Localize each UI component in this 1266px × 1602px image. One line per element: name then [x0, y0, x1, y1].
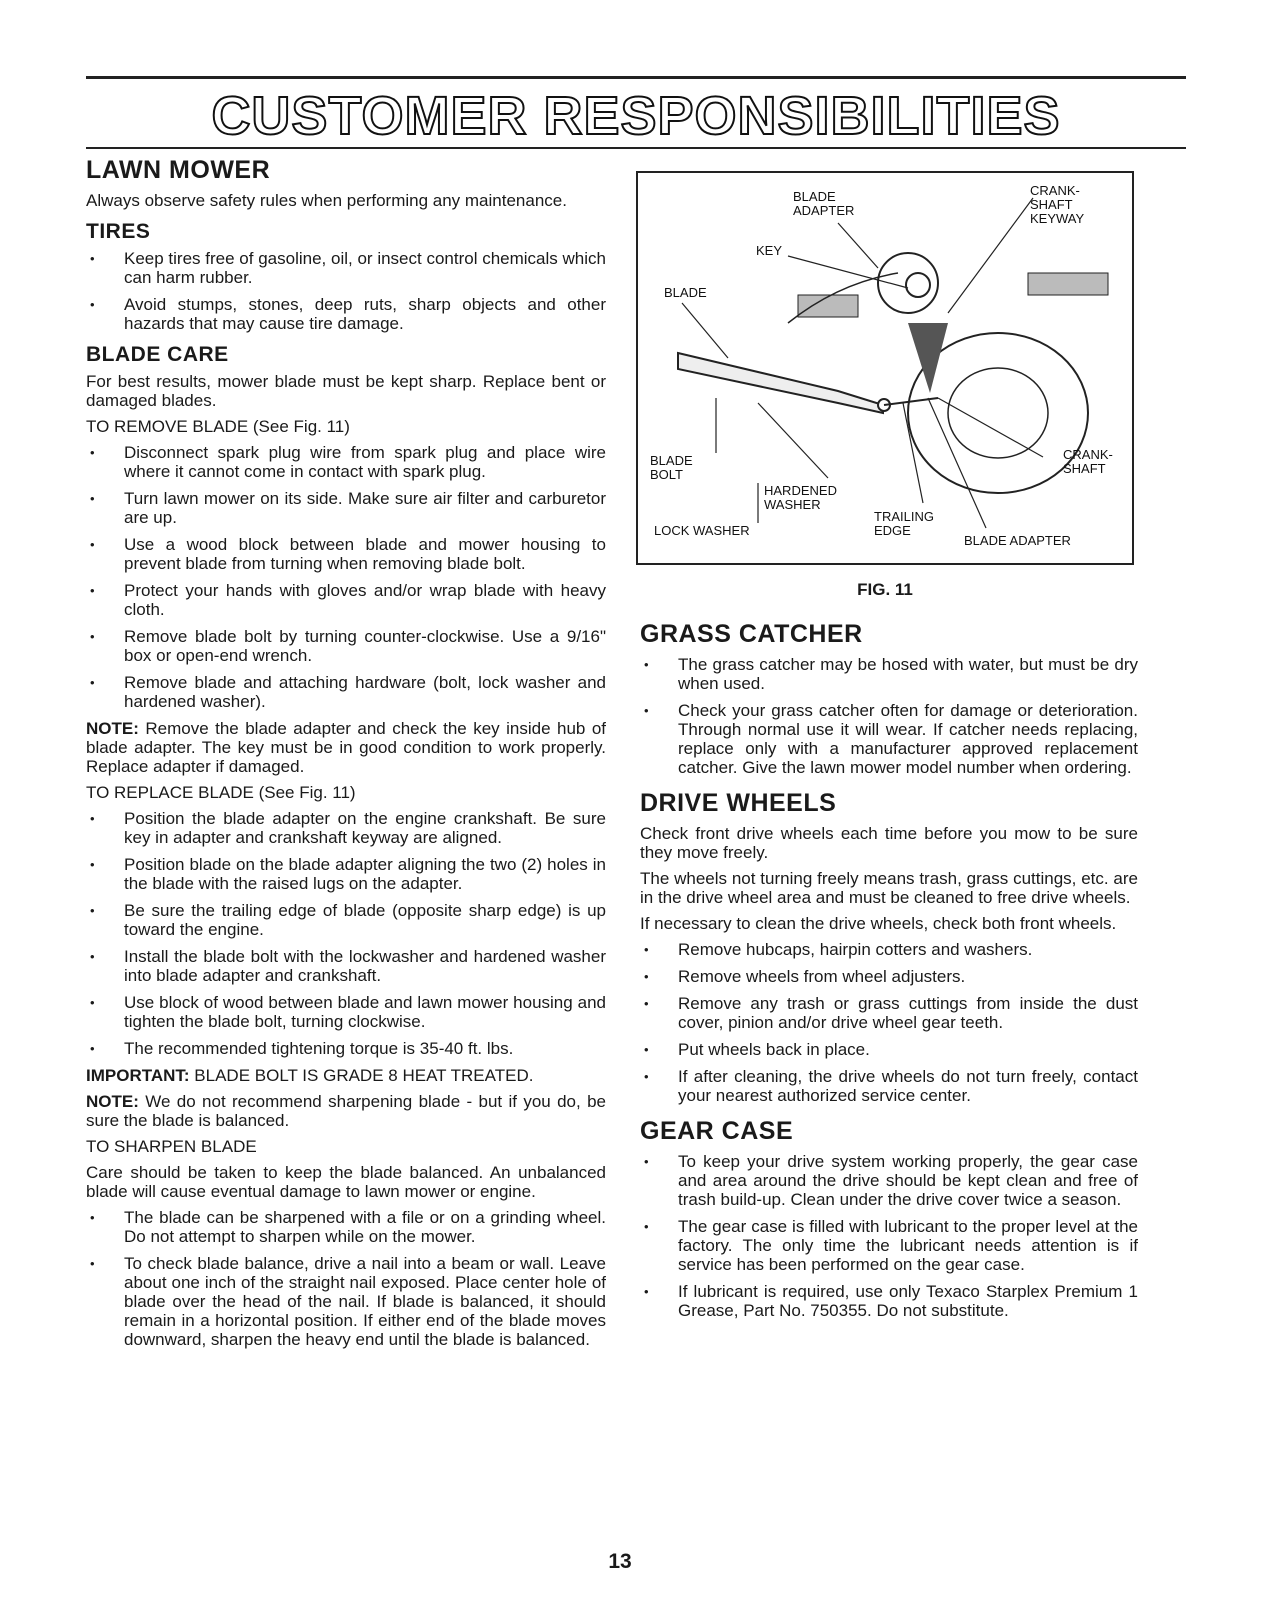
label-trailing-edge: EDGE — [874, 523, 911, 538]
crankshaft-shape — [906, 273, 930, 297]
blade-assembly-diagram — [638, 173, 1132, 563]
replace-blade-heading: TO REPLACE BLADE (See Fig. 11) — [86, 783, 356, 802]
label-crankshaft-keyway: KEYWAY — [1030, 211, 1085, 226]
list-item: • Position the blade adapter on the engine crankshaft. Be sure key in adapter and crankshaft keyway are aligned. — [86, 809, 606, 847]
housing-rim — [1028, 273, 1108, 295]
housing-rim — [798, 295, 858, 317]
label-crankshaft: SHAFT — [1063, 461, 1106, 476]
list-item: • Turn lawn mower on its side. Make sure air filter and carburetor are up. — [86, 489, 606, 527]
sharpen-intro: Care should be taken to keep the blade balanced. An unbalanced blade will cause eventual damage to lawn mower or engine. — [86, 1163, 606, 1201]
label-key: KEY — [756, 243, 783, 258]
list-item: • Remove wheels from wheel adjusters. — [640, 967, 1138, 986]
label-blade-adapter: ADAPTER — [793, 203, 855, 218]
label-crankshaft: CRANK- — [1063, 447, 1113, 462]
note-text: We do not recommend sharpening blade - but if you do, be sure the blade is balanced. — [86, 1092, 606, 1130]
list-item: • Avoid stumps, stones, deep ruts, sharp objects and other hazards that may cause tire damage. — [86, 295, 606, 333]
label-blade-bolt: BOLT — [650, 467, 683, 482]
grass-catcher-list — [640, 655, 1138, 777]
leader-line — [838, 223, 878, 268]
list-item: • If after cleaning, the drive wheels do not turn freely, contact your nearest authorized service center. — [640, 1067, 1138, 1105]
leader-line — [948, 198, 1033, 313]
label-hardened-washer: HARDENED — [764, 483, 837, 498]
gear-case-list — [640, 1152, 1138, 1320]
list-item: • Keep tires free of gasoline, oil, or insect control chemicals which can harm rubber. — [86, 249, 606, 287]
right-column — [640, 620, 1138, 1328]
note-label: NOTE: — [86, 1092, 139, 1111]
list-item: • The grass catcher may be hosed with water, but must be dry when used. — [640, 655, 1138, 693]
label-blade-adapter: BLADE — [793, 189, 836, 204]
drive-wheels-heading: DRIVE WHEELS — [640, 789, 837, 817]
figure-caption: FIG. 11 — [857, 580, 913, 599]
remove-blade-list — [86, 443, 606, 711]
label-crankshaft-keyway: SHAFT — [1030, 197, 1073, 212]
list-item: • Remove blade bolt by turning counter-clockwise. Use a 9/16" box or open-end wrench. — [86, 627, 606, 665]
important-note — [86, 1066, 606, 1085]
wheel-hub — [948, 368, 1048, 458]
leader-line — [682, 303, 728, 358]
label-blade: BLADE — [664, 285, 707, 300]
note-label: NOTE: — [86, 719, 139, 738]
label-hardened-washer: WASHER — [764, 497, 821, 512]
blade-care-heading: BLADE CARE — [86, 343, 229, 366]
list-item: • Install the blade bolt with the lockwasher and hardened washer into blade adapter and crankshaft. — [86, 947, 606, 985]
blade-shape — [678, 353, 883, 413]
list-item: • If lubricant is required, use only Texaco Starplex Premium 1 Grease, Part No. 750355. Do not substitute. — [640, 1282, 1138, 1320]
list-item: • The recommended tightening torque is 35-40 ft. lbs. — [86, 1039, 606, 1058]
leader-line — [788, 256, 908, 288]
drive-wheels-para: Check front drive wheels each time before you mow to be sure they move freely. — [640, 824, 1138, 862]
label-blade-adapter-bottom: BLADE ADAPTER — [964, 533, 1071, 548]
leader-line — [928, 398, 986, 528]
list-item: • The gear case is filled with lubricant to the proper level at the factory. The only time the lubricant needs attention is if service has been performed on the gear case. — [640, 1217, 1138, 1274]
important-label: IMPORTANT: — [86, 1066, 190, 1085]
blade-care-intro: For best results, mower blade must be kept sharp. Replace bent or damaged blades. — [86, 372, 606, 410]
list-item: • Remove hubcaps, hairpin cotters and washers. — [640, 940, 1138, 959]
leader-line — [938, 398, 1043, 457]
leader-line — [758, 403, 828, 478]
top-rule — [86, 76, 1186, 79]
list-item: • To keep your drive system working properly, the gear case and area around the drive should be kept clean and free of trash build-up. Clean under the drive cover twice a season. — [640, 1152, 1138, 1209]
list-item: • Be sure the trailing edge of blade (opposite sharp edge) is up toward the engine. — [86, 901, 606, 939]
list-item: • Position blade on the blade adapter aligning the two (2) holes in the blade with the raised lugs on the adapter. — [86, 855, 606, 893]
list-item: • Use a wood block between blade and mower housing to prevent blade from turning when removing blade bolt. — [86, 535, 606, 573]
list-item: • Disconnect spark plug wire from spark plug and place wire where it cannot come in contact with spark plug. — [86, 443, 606, 481]
label-trailing-edge: TRAILING — [874, 509, 934, 524]
list-item: • Put wheels back in place. — [640, 1040, 1138, 1059]
left-column — [86, 156, 606, 1357]
lawn-mower-heading: LAWN MOWER — [86, 156, 271, 184]
list-item: • Use block of wood between blade and lawn mower housing and tighten the blade bolt, turning clockwise. — [86, 993, 606, 1031]
sharpen-blade-heading: TO SHARPEN BLADE — [86, 1137, 257, 1156]
title-rule — [86, 147, 1186, 149]
remove-blade-heading: TO REMOVE BLADE (See Fig. 11) — [86, 417, 350, 436]
list-item: • Protect your hands with gloves and/or wrap blade with heavy cloth. — [86, 581, 606, 619]
gear-case-heading: GEAR CASE — [640, 1117, 794, 1145]
drive-wheels-para: The wheels not turning freely means trash, grass cuttings, etc. are in the drive wheel area and must be cleaned to free drive wheels. — [640, 869, 1138, 907]
list-item: • Remove blade and attaching hardware (bolt, lock washer and hardened washer). — [86, 673, 606, 711]
figure-11 — [636, 171, 1134, 565]
drive-wheels-para: If necessary to clean the drive wheels, check both front wheels. — [640, 914, 1117, 933]
note-text: Remove the blade adapter and check the key inside hub of blade adapter. The key must be in good condition to work properly. Replace adapter if damaged. — [86, 719, 606, 776]
note-sharpening — [86, 1092, 606, 1130]
list-item: • Check your grass catcher often for damage or deterioration. Through normal use it will wear. If catcher needs replacing, replace only with a manufacturer approved replacement catcher. Give the lawn mower model number when ordering. — [640, 701, 1138, 777]
list-item: • Remove any trash or grass cuttings from inside the dust cover, pinion and/or drive wheel gear teeth. — [640, 994, 1138, 1032]
important-text: BLADE BOLT IS GRADE 8 HEAT TREATED. — [189, 1066, 534, 1085]
list-item: • The blade can be sharpened with a file or on a grinding wheel. Do not attempt to sharpen while on the mower. — [86, 1208, 606, 1246]
sharpen-list — [86, 1208, 606, 1349]
page-title: CUSTOMER RESPONSIBILITIES — [211, 86, 1061, 146]
label-blade-bolt: BLADE — [650, 453, 693, 468]
page-number: 13 — [608, 1550, 632, 1573]
grass-catcher-heading: GRASS CATCHER — [640, 620, 863, 648]
list-item: • To check blade balance, drive a nail into a beam or wall. Leave about one inch of the straight nail exposed. Place center hole of blade over the head of the nail. If blade is balanced, it should remain in a horizontal position. If either end of the blade moves downward, sharpen the heavy end until the blade is balanced. — [86, 1254, 606, 1349]
tires-list — [86, 249, 606, 333]
drive-wheels-list — [640, 940, 1138, 1105]
label-crankshaft-keyway: CRANK- — [1030, 183, 1080, 198]
label-lock-washer: LOCK WASHER — [654, 523, 750, 538]
replace-blade-list — [86, 809, 606, 1058]
lawn-mower-intro: Always observe safety rules when performing any maintenance. — [86, 191, 567, 210]
note-adapter — [86, 719, 606, 776]
tires-heading: TIRES — [86, 220, 151, 243]
